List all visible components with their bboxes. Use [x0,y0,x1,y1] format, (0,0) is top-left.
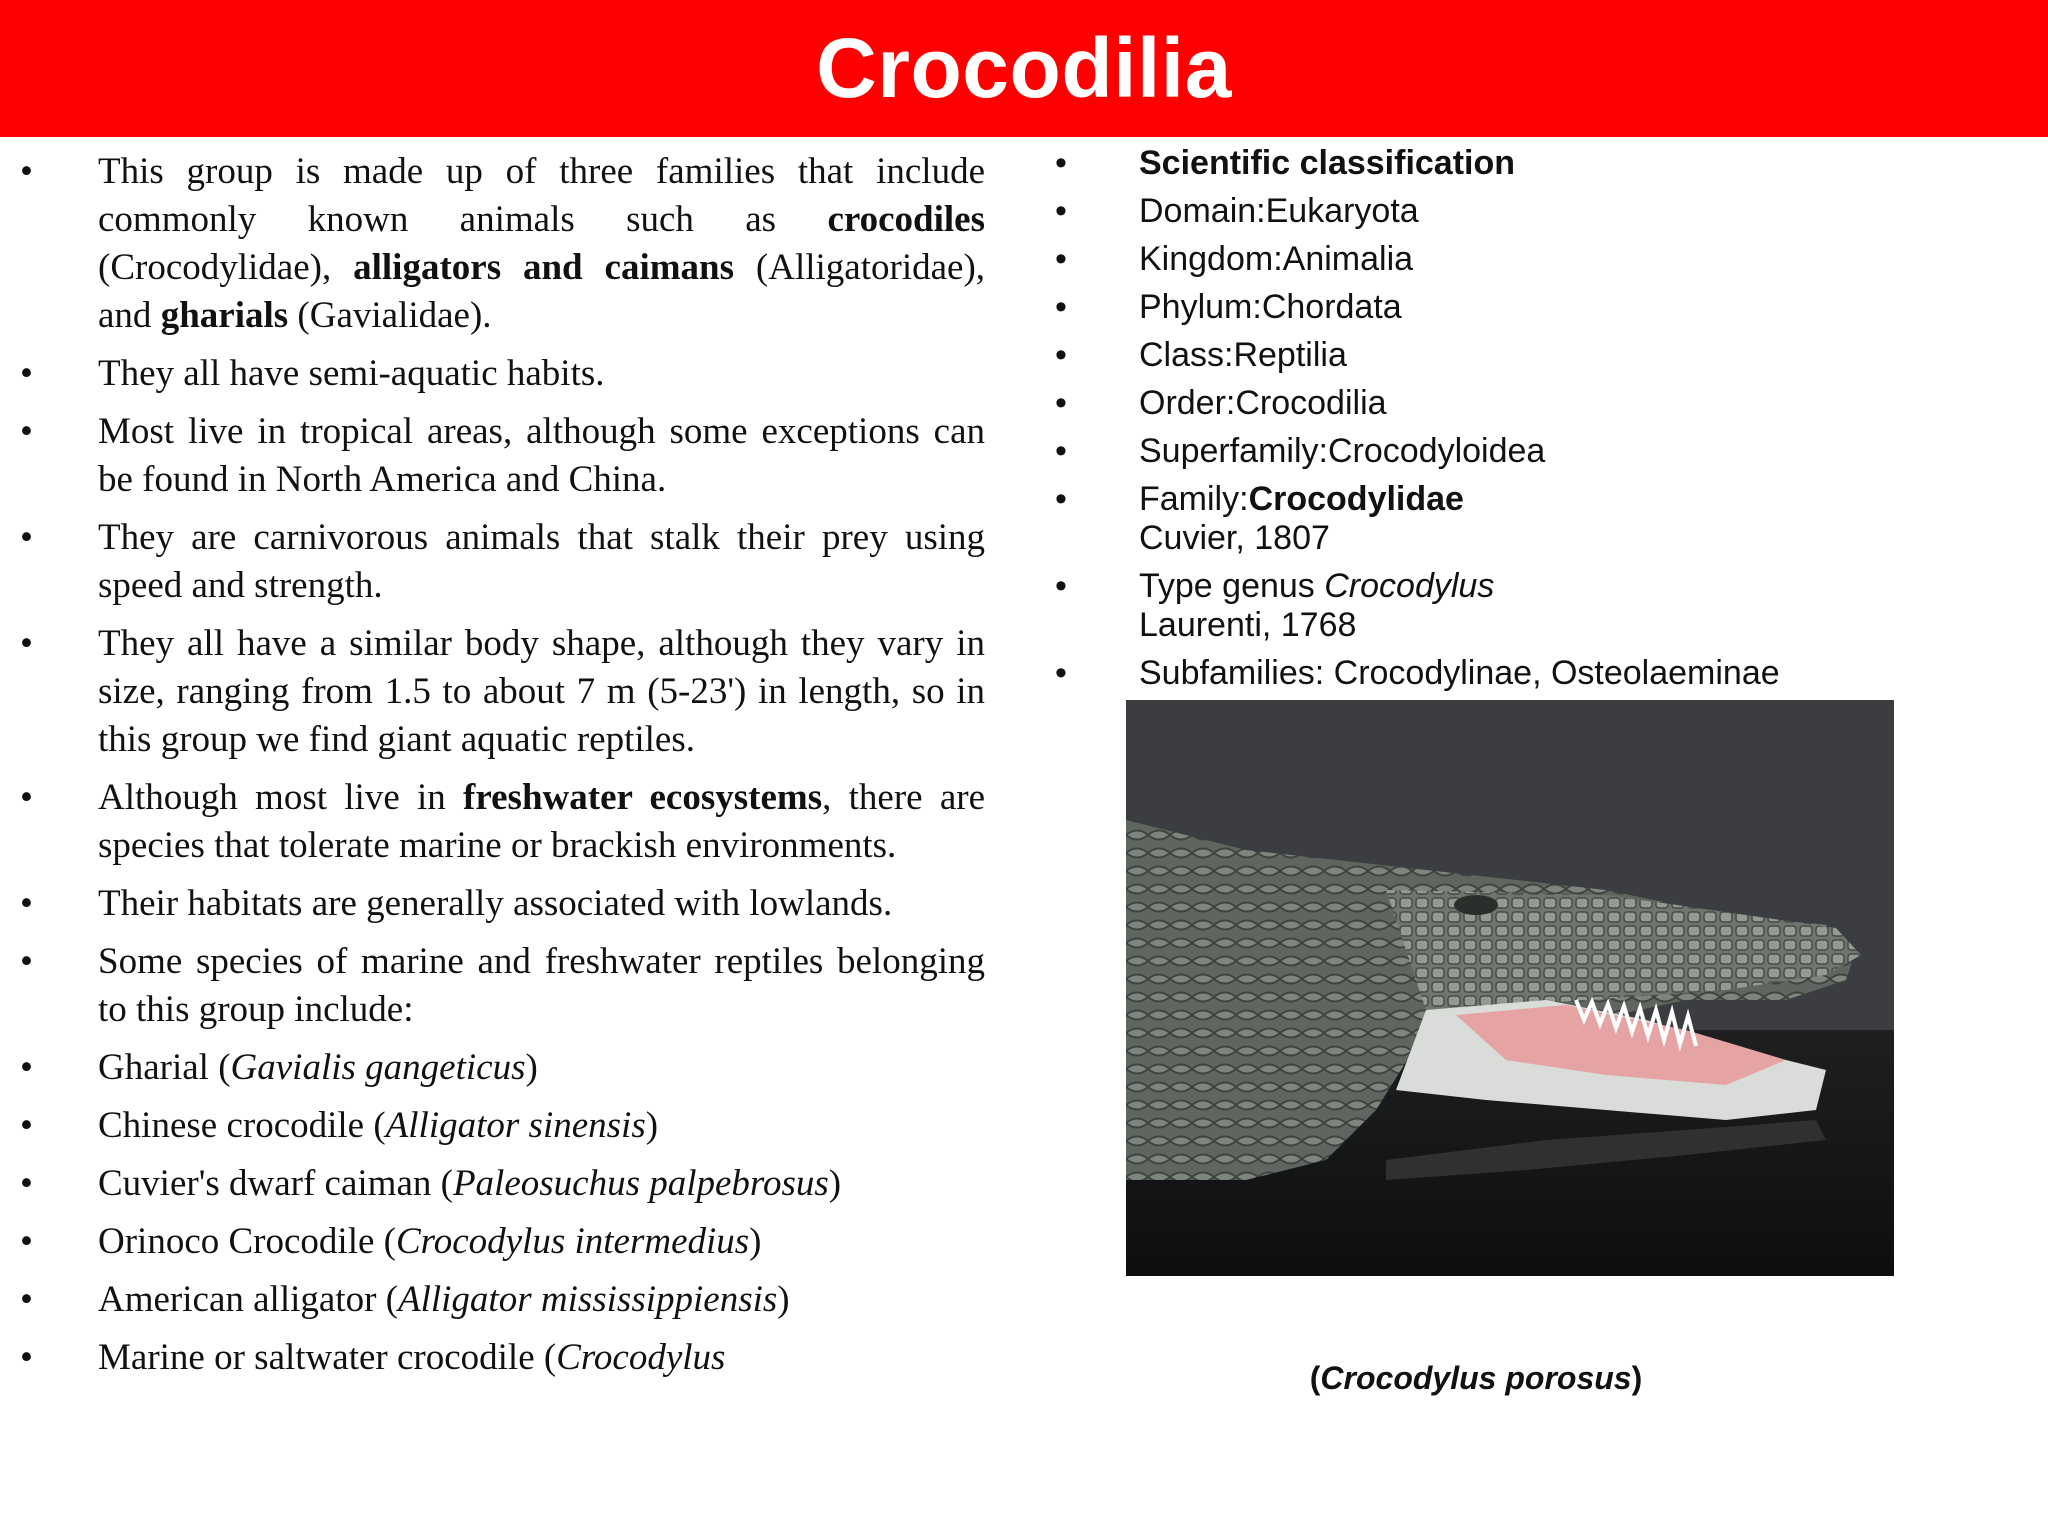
list-item [0,514,1000,610]
bullet-icon: • [20,883,33,924]
bullet-text: They are carnivorous animals that stalk their prey using speed and strength. [98,517,985,606]
classification-list [1055,144,2015,702]
list-item [0,350,1000,398]
bullet-icon: • [1055,240,1067,278]
left-bullet-list [0,148,1000,1392]
species-item [0,1218,1000,1266]
bullet-icon: • [1055,567,1067,605]
bullet-text: Gharial (Gavialis gangeticus) [98,1047,538,1088]
classification-item: • Order:Crocodilia [1055,384,1387,422]
list-item [0,938,1000,1034]
bullet-text: They all have a similar body shape, although they vary in size, ranging from 1.5 to about 7 m (5-23') in length, so in this group we find giant aquatic reptiles. [98,623,985,760]
bullet-icon: • [20,1221,33,1262]
list-item [0,774,1000,870]
classification-item: • Family:Crocodylidae Cuvier, 1807 [1055,480,1464,557]
bullet-icon: • [1055,654,1067,692]
list-item [0,620,1000,764]
species-item [0,1160,1000,1208]
classification-item: • Class:Reptilia [1055,336,1347,374]
classification-item: • Superfamily:Crocodyloidea [1055,432,1546,470]
bullet-icon: • [20,1105,33,1146]
bullet-icon: • [1055,144,1067,182]
list-item [0,880,1000,928]
bullet-icon: • [1055,192,1067,230]
bullet-text: They all have semi-aquatic habits. [98,353,605,394]
bullet-icon: • [1055,480,1067,518]
crocodile-eye [1454,895,1498,915]
bullet-text: Orinoco Crocodile (Crocodylus intermedius) [98,1221,762,1262]
bullet-icon: • [1055,432,1067,470]
page-title: Crocodilia [816,21,1232,115]
classification-item: • Kingdom:Animalia [1055,240,1414,278]
bullet-icon: • [20,1163,33,1204]
bullet-icon: • [1055,288,1067,326]
bullet-text: Most live in tropical areas, although some exceptions can be found in North America and China. [98,411,985,500]
photo-caption: (Crocodylus porosus) [1309,1360,1643,1396]
bullet-icon: • [20,1047,33,1088]
species-item [0,1334,1000,1382]
bullet-icon: • [20,777,33,818]
bullet-text: Some species of marine and freshwater reptiles belonging to this group include: [98,941,985,1030]
bullet-icon: • [20,1279,33,1320]
bullet-icon: • [20,151,33,192]
bullet-icon: • [1055,384,1067,422]
bullet-icon: • [20,941,33,982]
bullet-icon: • [1055,336,1067,374]
bullet-text: Although most live in freshwater ecosystems, there are species that tolerate marine or brackish environments. [98,777,985,866]
bullet-icon: • [20,353,33,394]
bullet-text: Chinese crocodile (Alligator sinensis) [98,1105,659,1146]
species-item [0,1276,1000,1324]
bullet-text: Marine or saltwater crocodile (Crocodylus [98,1337,726,1378]
classification-item: • Domain:Eukaryota [1055,192,1419,230]
bullet-icon: • [20,623,33,664]
classification-item: • Phylum:Chordata [1055,288,1402,326]
species-item [0,1102,1000,1150]
list-item [0,148,1000,340]
classification-item: • Type genus Crocodylus Laurenti, 1768 [1055,567,1495,644]
classification-item: • Subfamilies: Crocodylinae, Osteolaeminae [1055,654,1780,692]
species-item [0,1044,1000,1092]
bullet-icon: • [20,1337,33,1378]
bullet-text: This group is made up of three families that include commonly known animals such as crocodiles (Crocodylidae), alligators and caimans (Alligatoridae), and gharials (Gavialidae). [98,151,986,336]
crocodile-photo [1126,700,1894,1276]
bullet-text: Their habitats are generally associated with lowlands. [98,883,893,924]
bullet-icon: • [20,411,33,452]
list-item [0,408,1000,504]
bullet-text: American alligator (Alligator mississippiensis) [98,1279,790,1320]
bullet-icon: • [20,517,33,558]
classification-heading: • Scientific classification [1055,144,1516,182]
crocodile-illustration [1126,700,1894,1276]
title-bar [0,0,2048,137]
bullet-text: Cuvier's dwarf caiman (Paleosuchus palpebrosus) [98,1163,842,1204]
